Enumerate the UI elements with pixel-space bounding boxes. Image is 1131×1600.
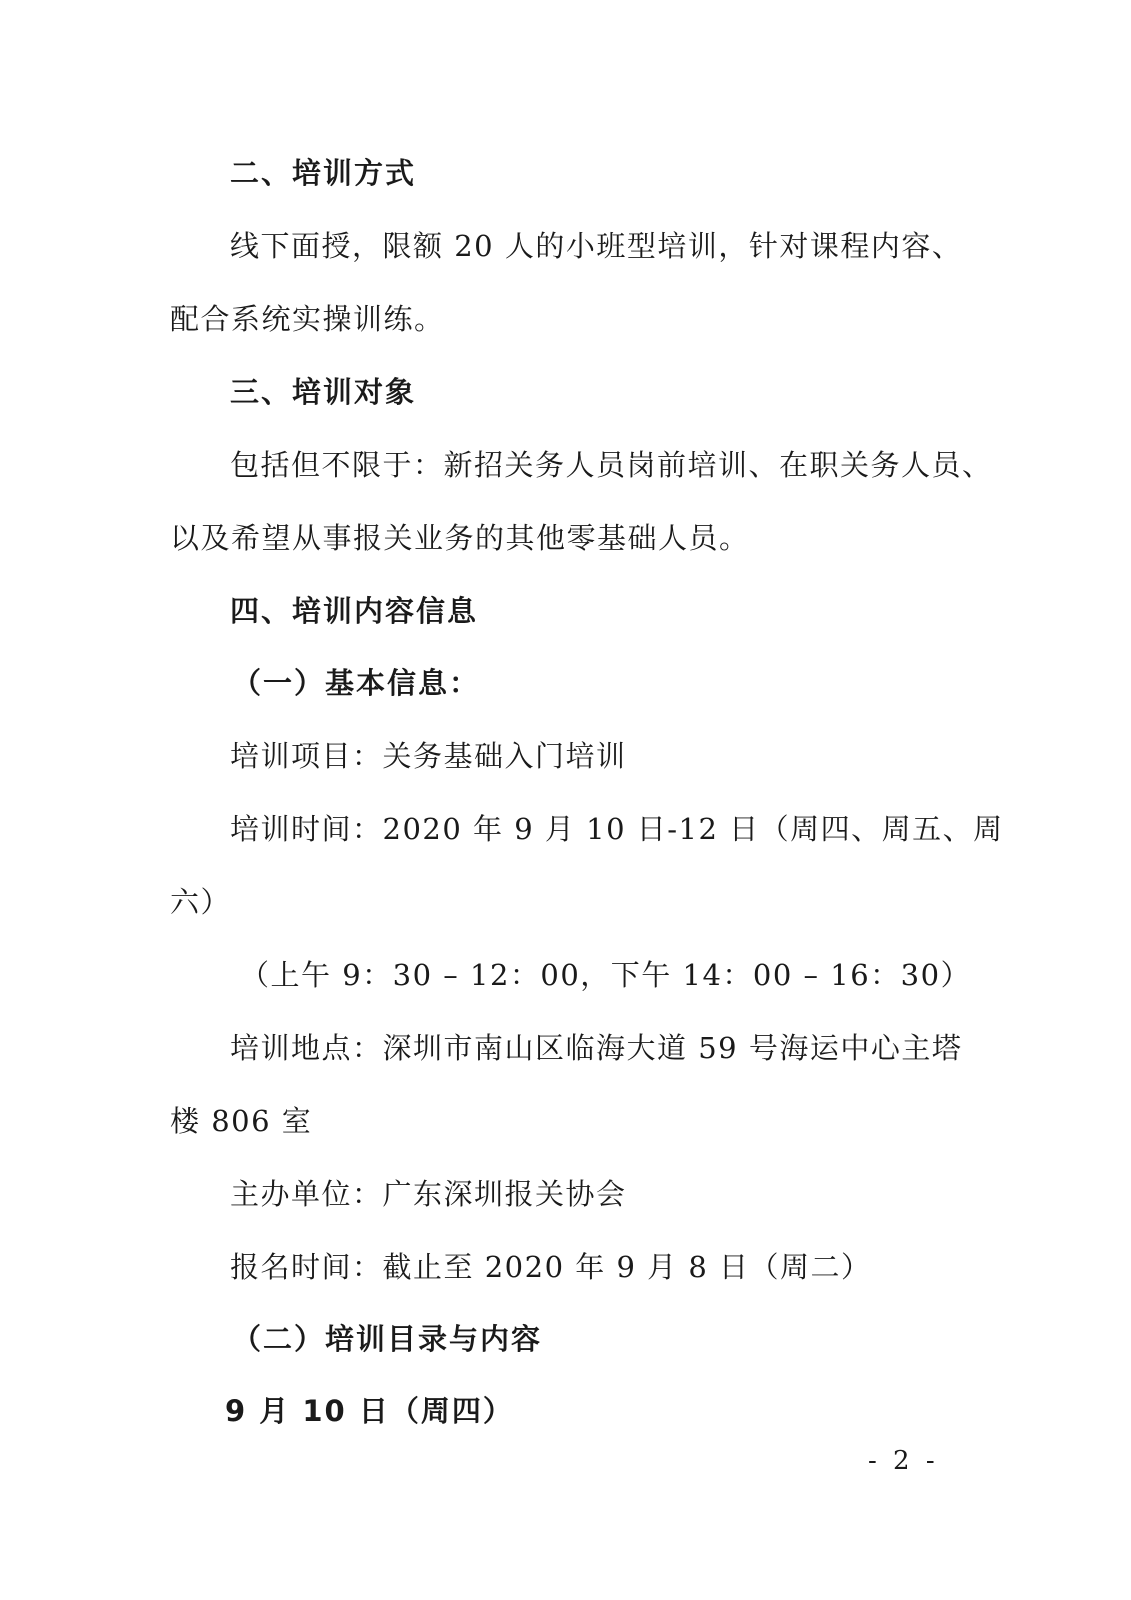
registration-deadline: 报名时间：截止至 2020 年 9 月 8 日（周二） <box>230 1250 872 1284</box>
section-3-body-line-2: 以及希望从事报关业务的其他零基础人员。 <box>170 521 750 555</box>
subsection-2-heading: （二）培训目录与内容 <box>232 1322 543 1356</box>
training-project: 培训项目：关务基础入门培训 <box>230 739 627 773</box>
subsection-1-heading: （一）基本信息： <box>232 666 481 700</box>
section-2-body-line-1: 线下面授，限额 20 人的小班型培训，针对课程内容、 <box>230 229 963 263</box>
training-location-line-1: 培训地点：深圳市南山区临海大道 59 号海运中心主塔 <box>230 1031 963 1065</box>
section-3-body-line-1: 包括但不限于：新招关务人员岗前培训、在职关务人员、 <box>230 448 993 482</box>
organizer: 主办单位：广东深圳报关协会 <box>230 1177 627 1211</box>
training-hours: （上午 9：30 – 12：00，下午 14：00 – 16：30） <box>240 958 972 992</box>
training-time-line-1: 培训时间：2020 年 9 月 10 日-12 日（周四、周五、周 <box>230 812 1004 846</box>
training-time-line-2: 六） <box>170 885 232 919</box>
page-number: - 2 - <box>868 1446 939 1476</box>
day-1-heading: 9 月 10 日（周四） <box>225 1394 514 1428</box>
section-4-heading: 四、培训内容信息 <box>230 594 479 628</box>
training-location-line-2: 楼 806 室 <box>170 1104 313 1138</box>
section-2-body-line-2: 配合系统实操训练。 <box>170 302 445 336</box>
section-3-heading: 三、培训对象 <box>230 375 417 409</box>
section-2-heading: 二、培训方式 <box>230 156 417 190</box>
